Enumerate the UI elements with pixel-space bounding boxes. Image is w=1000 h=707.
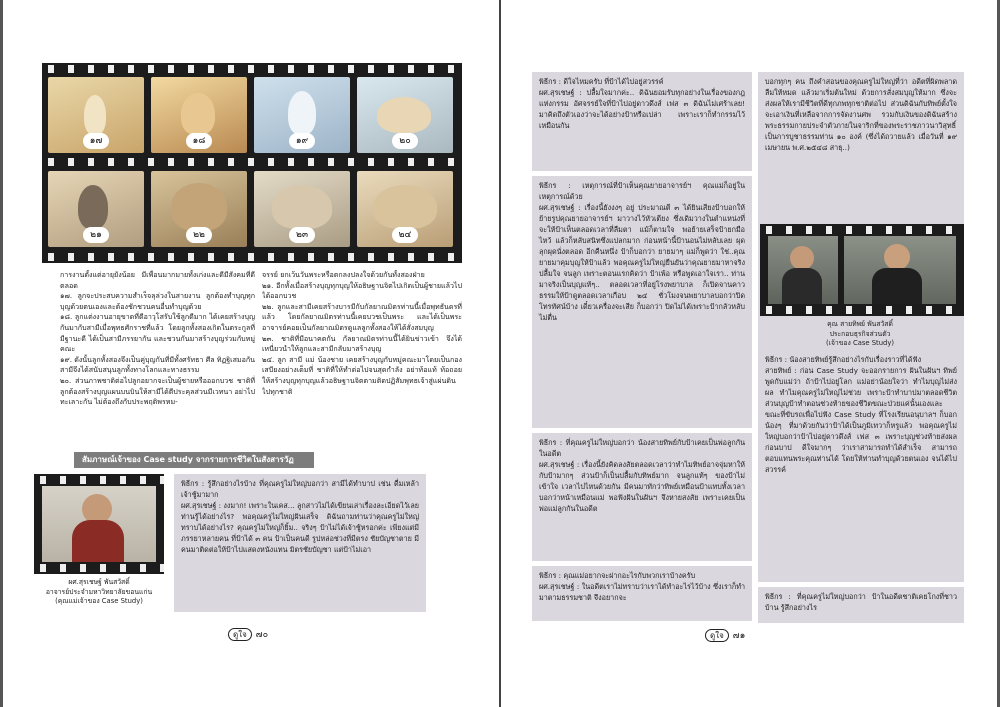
film-perforations-top	[42, 65, 462, 73]
magazine-logo: ดูใจ	[705, 629, 729, 642]
film-number: ๑๗	[83, 133, 109, 149]
film-number: ๑๘	[186, 133, 212, 149]
interviewee-photo-left	[34, 474, 164, 574]
page-number: ๗๐	[255, 630, 269, 640]
interviewee-photo-right	[760, 224, 964, 316]
photo-caption-left: ผศ.สุรเชษฐ์ พันสวัสดิ์ อาจารย์ประจำมหาวิทยาลัยขอนแก่น (คุณแม่เจ้าของ Case Study)	[45, 578, 153, 606]
film-number: ๒๒	[186, 227, 212, 243]
film-strip	[42, 63, 462, 263]
page-folio-right	[705, 628, 745, 642]
interview-text: พิธีกร : รู้สึกอย่างไรบ้าง ที่คุณครูไม่ใหญ่บอกว่า สามีได้ทำบาป เช่น ดื่มเหล้า เจ้าชู้มามาก ผศ.สุรเชษฐ์ : งงมาก! เพราะในเคส... ลูกสาวไม่ได้เขียนเล่าเรื่องละเอียดไว้เลย ท่านรู้ได้อย่างไร? พอคุณครูไม่ใหญ่ฝันเสร็จ ดิฉันถามท่านว่าคุณครูไม่ใหญ่ทราบได้อย่างไร? คุณครูไม่ใหญ่ก็ยิ้ม.. จริงๆ ป้าไม่ได้เจ้าชู้หรอกค่ะ เพียงแต่มีภรรยาหลายคน ที่ป้าได้ ๓ คน ป้าเป็นคนดี รูปหล่อช่วงที่มีตรง ชัยบัญชาตาย มีคนมาติดต่อให้ป้าไปแสดงหนังแทน มิตรชัยบัญชา แต่ป้าไม่เอา	[181, 479, 419, 554]
film-number: ๑๙	[289, 133, 315, 149]
page-number: ๗๑	[732, 631, 746, 641]
film-number: ๒๑	[83, 227, 109, 243]
interview-box-left	[174, 474, 426, 612]
magazine-logo: ดูใจ	[228, 628, 252, 641]
film-perforations-middle	[42, 158, 462, 166]
page-folio-left	[228, 627, 268, 641]
qa-block-5: พิธีกร : น้องสายทิพย์รู้สึกอย่างไรกับเรื่องราวที่ได้ฟัง สายทิพย์ : ก่อน Case Study จะออกรายการ ฝันในฝันฯ ทิพย์พูดกับแม่ว่า ถ้าป้าไปอยู่โลก แม่อย่าน้อยใจว่า ทำไมบุญไม่ส่งผล ทำไมคุณครูไม่ใหญ่ไม่ช่วย เพราะป้าทำบาปมาตลอดชีวิต ส่วนบุญป้าทำตอนช่วงท้ายของชีวิตขณะป่วยแค่นั้นเองและขณะที่ขับรถเพื่อไปฟัง Case Study ที่โรงเรียนอนุบาลฯ ก็บอกน้องๆ ที่มาด้วยกันว่าป้าได้เป็นภูมิเทวาก็หรูแล้ว พอคุณครูไม่ใหญ่บอกว่าป้าไปอยู่ดาวดึงส์ เฟส ๓ เพราะบุญช่วงท้ายส่งผลก่อนบาป ดีใจมากๆ ว่าเราสามารถทำได้สำเร็จ สามารถตอบแทนพระคุณท่านได้ โดยให้ท่านทำบุญด้วยตนเอง จนได้ไปสวรรค์	[765, 355, 957, 474]
film-frame-7	[254, 171, 350, 247]
film-number: ๒๔	[392, 227, 418, 243]
film-frame-1	[48, 77, 144, 153]
film-frame-8	[357, 171, 453, 247]
book-spine	[499, 0, 501, 707]
left-text-column-2: จรรย์ ยกเว้นวันพระหรือตกลงปลงใจด้วยกันทั้งสองฝ่าย ๒๑. อีกทั้งเมื่อสร้างบุญทุกบุญให้อธิษฐานจิตไปเกิดเป็นผู้ชายแล้วไปได้ออกบวช ๒๒. ลูกและสามีเคยสร้างบารมีกับกัลยาณมิตรท่านนี้เมื่อพุทธันดรที่แล้ว โดยกัลยาณมิตรท่านนี้เคยบวชเป็นพระ และได้เป็นพระอาจารย์คอยเป็นกัลยาณมิตรดูแลลูกทั้งสองให้ได้สั่งสมบุญ ๒๓. ชาติที่มีอนาคตกัน กัลยาณมิตรท่านนี้ได้ยินข่าวเข้า จึงได้เหนี่ยวนำให้ลูกและสามีกลับมาสร้างบุญ ๒๔. ลูก สามี แม่ น้องชาย เคยสร้างบุญกับหมู่คณะมาโดยเป็นกองเสบียงอย่างเต็มที่ ชาติที่ให้ทำต่อไปจนสุดกำลัง อย่าท้อแท้ ท้อถอย ให้สร้างบุญทุกบุญแล้วอธิษฐานจิตตามติดปฏิสัมพุทธเจ้าสู่แผ่นดินไปทุกชาติ	[262, 270, 462, 396]
film-perforations-bottom	[42, 253, 462, 261]
qa-block-1: พิธีกร : ดีใจไหมครับ ที่ป้าได้ไปอยู่สวรรค์ ผศ.สุรเชษฐ์ : ปลื้มใจมากค่ะ.. ดิฉันยอมรับทุกอย่างในเรื่องของกฎแห่งกรรม อัศจรรย์ใจที่ป้าไปอยู่ดาวดึงส์ เฟส ๓ ดิฉันไม่เศร้าเลย! มาคิดถึงตัวเองว่าจะได้อย่างป้าหรือเปล่า เพราะเราก็ทำกรรมไว้เหมือนกัน	[539, 77, 745, 130]
film-frame-4	[357, 77, 453, 153]
section-title: สัมภาษณ์เจ้าของ Case study จากรายการชีวิตในสังสารวัฏ	[82, 455, 294, 464]
section-header	[74, 452, 314, 468]
left-text-column-1: การงานตั้งแต่อายุยังน้อย มีเพื่อนมากมายทั้งเก่งและดีมีสังคมที่ดีตลอด ๑๗. ลูกจะประสบความสำเร็จลุล่วงในสายงาน ลูกต้องทำบุญทุกบุญด้วยตนเองและต้องชักชวนคนอื่นทำบุญด้วย ๑๘. ลูกแต่งงานอายุขาดที่ดีอาวุโสรับใช้ลูกดีมาก ได้เคยสร้างบุญกันมากับสามีเมื่อพุทธศักราชที่แล้ว โดยลูกทั้งสองเกิดในตระกูลที่มีฐานะดี ได้เป็นสามีภรรยากัน และชวนกันมาสร้างบุญร่วมกับหมู่คณะ ๑๙. ดังนั้นลูกทั้งสองจึงเป็นคู่บุญกันที่มีทั้งศรัทธา ศีล ทิฏฐิเสมอกัน สามีจึงได้สนับสนุนลูกทั้งทางโลกและทางธรรม ๒๐. ส่วนภาพชาติต่อไปลูกอยากจะเป็นผู้ชายหรือออกบวช ชาติที่ลูกต้องสร้างบุญแผนบนบินให้สามีได้ตีประคุลส่วนมีเวทนา อย่าไปทะเลาะกัน ไม่ต้องถึงกับประพฤติพรหม-	[60, 270, 255, 407]
film-frame-5	[48, 171, 144, 247]
film-frame-6	[151, 171, 247, 247]
qa-block-6: พิธีกร : ที่คุณครูไม่ใหญ่บอกว่า ป้าในอดีตชาติเคยโกงที่ชาวบ้าน รู้สึกอย่างไร	[765, 592, 957, 612]
closing-paragraph: บอกทุกๆ คน ถึงคำสอนของคุณครูไม่ใหญ่ที่ว่า อดีตที่ผิดพลาดลืมให้หมด แล้วมาเริ่มต้นใหม่ ด้วยการสั่งสมบุญให้มาก ซึ่งจะส่งผลให้เรามีชีวิตที่ดีทุกภพทุกชาติต่อไป ส่วนดิฉันกับทิพย์ตั้งใจจะเอาเงินที่เหลือจากการจัดงานศพ รวมกับเงินของดิฉันสร้างพระธรรมกายประจำตัวภายในจาริกที่ของพระราชภาวนาวิสุทธิ์ เป็นการบูชาธรรมท่าน ๑๐ องค์ (ซึ่งได้ถวายแล้ว เมื่อวันที่ ๑๙ เมษายน พ.ศ.๒๕๔๘ สาธุ..)	[765, 77, 957, 152]
photo-caption-right: คุณ สายทิพย์ พันสวัสดิ์ ประกอบธุรกิจส่วนตัว (เจ้าของ Case Study)	[825, 320, 895, 348]
film-frame-2	[151, 77, 247, 153]
qa-block-4: พิธีกร : คุณแม่อยากจะฝากอะไรกับพวกเราบ้างครับ ผศ.สุรเชษฐ์ : ในอดีตเราไม่ทราบว่าเราได้ทำอะไรไว้บ้าง ซึ่งเราก็ทำมาตามธรรมชาติ จึงอยากจะ	[539, 571, 745, 602]
film-number: ๒๐	[392, 133, 418, 149]
film-frame-3	[254, 77, 350, 153]
film-number: ๒๓	[289, 227, 315, 243]
left-frame-edge	[0, 0, 3, 707]
qa-block-3: พิธีกร : ที่คุณครูไม่ใหญ่บอกว่า น้องสายทิพย์กับป้าเคยเป็นพ่อลูกกันในอดีต ผศ.สุรเชษฐ์ : เรื่องนี้ยังคิดลงสัยตลอดเวลาว่าทำไมทิพย์อาจจุ่มหาให้กับป้ามากๆ ส่วนป้าก็เป็นปลื้มกับทิพย์มาก จนลูกแท้ๆ ของป้าไม่เข้าใจ เวลาไปไหนด้วยกัน มีคนมาทักว่าทิพย์เหมือนป้าแทบทั้งเวลาบอกว่าหน้าเหมือนแม่ พอฟังฝันในฝันฯ จึงหายสงสัย เพราะเคยเป็นพ่อแม่ลูกกันในอดีต	[539, 438, 745, 513]
qa-block-2: พิธีกร : เหตุการณ์ที่ป้าเห็นคุณยายอาจารย์ฯ คุณแม่ก็อยู่ในเหตุการณ์ด้วย ผศ.สุรเชษฐ์ : เรื่องนี้ยังงงๆ อยู่ ประมาณตี ๓ ได้ยินเสียงป้าบอกให้ย้ายรูปคุณยายอาจารย์ฯ มาวางไว้หัวเตียง ซึ่งเดิมวางในตำแหน่งที่จะให้ป้าเห็นตลอดเวลาที่ลืมตา แม้ก็ตามใจ พอย้ายเสร็จป้ายกมือไหว้ แล้วก็หลับสนิทซึ่งแปลกมาก ก่อนหน้านี้ป้านอนไม่หลับเลย ผุดลุกผุดนั่งตลอด อีกคืนหนึ่ง ป้าก็บอกว่า ยายมาๆ แม่ก็พูดว่า ใช่..คุณยายมาคุมบุญให้ป้าแล้ว พอคุณครูไม่ใหญ่ยืนยันว่าคุณยายมาหาจริง ปลื้มใจ จนลูก เพราะตอนแรกคิดว่า ป้าเพ้อ หรือพูดเอาใจเรา.. ท่านมาจริงเป็นบุญแท้ๆ.. ตลอดเวลาที่อยู่โรงพยาบาล ก็เปิดจานคาวธรรมให้ป้าดูตลอดเวลาเกือบ ๒๔ ชั่วโมงจนพยาบาลบอกว่าปิดโทรทัศน์บ้าง เดี๋ยวเครื่องจะเสีย ก็บอกว่า ปิดไม่ได้เพราะป้ากลัวหลับไม่ตื่น	[539, 181, 745, 322]
